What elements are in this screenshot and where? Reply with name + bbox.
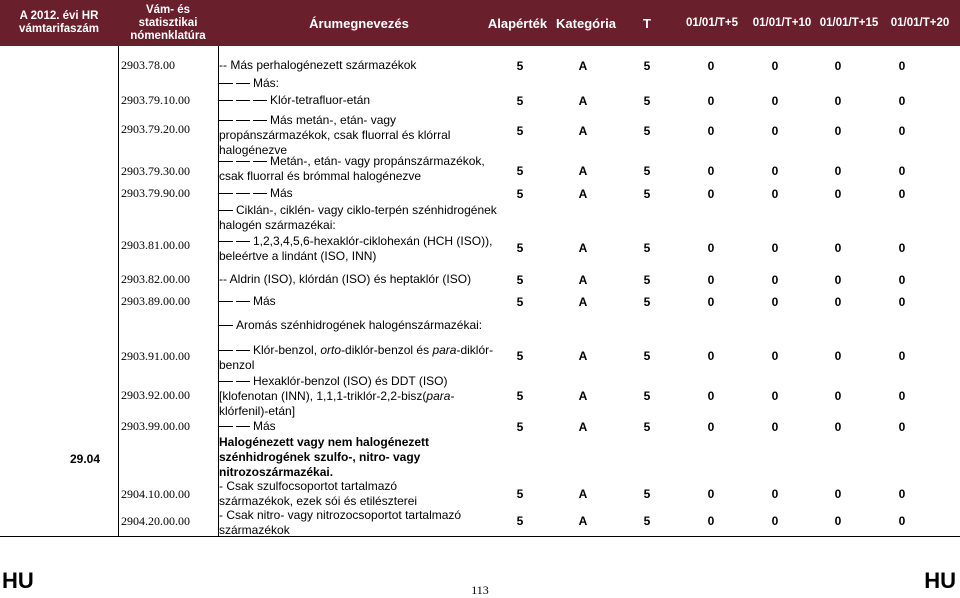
rate-t5: 0 bbox=[707, 94, 715, 108]
row-description: Klór-tetrafluor-etán bbox=[219, 93, 499, 108]
header-t5: 01/01/T+5 bbox=[685, 16, 739, 29]
rate-t5: 0 bbox=[707, 420, 715, 434]
rate-t5: 0 bbox=[707, 295, 715, 309]
row-description: Ciklán-, ciklén- vagy ciklo-terpén szénhidrogének halogén származékai: bbox=[219, 203, 497, 232]
header-nomenclature: Vám- és statisztikai nómenklatúra bbox=[130, 3, 206, 42]
rate-t5: 0 bbox=[707, 514, 715, 528]
base-rate: 5 bbox=[516, 295, 524, 309]
heading-description: Halogénezett vagy nem halogénezett szénhidrogének szulfo-, nitro- vagy nitrozoszármazékai. bbox=[219, 435, 430, 479]
tariff-code: 2904.20.00.00 bbox=[121, 514, 190, 528]
rate-t15: 0 bbox=[834, 349, 842, 363]
rate-values bbox=[500, 514, 920, 530]
rate-t15: 0 bbox=[834, 514, 842, 528]
rate-t: 5 bbox=[643, 59, 651, 73]
base-rate: 5 bbox=[516, 420, 524, 434]
rate-values bbox=[500, 59, 920, 75]
table-header bbox=[0, 0, 960, 46]
rate-t5: 0 bbox=[707, 389, 715, 403]
page-number: 113 bbox=[471, 583, 489, 597]
category: A bbox=[578, 187, 588, 201]
category: A bbox=[578, 389, 588, 403]
row-description: Metán-, etán- vagy propánszármazékok, csak fluorral és brómmal halogénezve bbox=[219, 154, 485, 183]
tariff-code: 2903.92.00.00 bbox=[121, 388, 190, 402]
rate-t5: 0 bbox=[707, 273, 715, 287]
tariff-code: 2903.89.00.00 bbox=[121, 294, 190, 308]
rate-t20: 0 bbox=[898, 273, 906, 287]
rate-t20: 0 bbox=[898, 59, 906, 73]
rate-t10: 0 bbox=[771, 273, 779, 287]
base-rate: 5 bbox=[516, 487, 524, 501]
rate-t20: 0 bbox=[898, 187, 906, 201]
rate-t15: 0 bbox=[834, 389, 842, 403]
rate-t: 5 bbox=[643, 295, 651, 309]
rate-t: 5 bbox=[643, 514, 651, 528]
header-t20: 01/01/T+20 bbox=[890, 16, 950, 29]
rate-t20: 0 bbox=[898, 94, 906, 108]
footer-country-right: HU bbox=[924, 568, 956, 593]
row-description: Hexaklór-benzol (ISO) és DDT (ISO) [klofenotan (INN), 1,1,1-triklór-2,2-bisz(para-klórfenil)-etán] bbox=[219, 374, 455, 418]
rate-t20: 0 bbox=[898, 349, 906, 363]
category: A bbox=[578, 241, 588, 255]
rate-t10: 0 bbox=[771, 487, 779, 501]
rate-t10: 0 bbox=[771, 241, 779, 255]
rate-values bbox=[500, 164, 920, 180]
row-description: Más metán-, etán- vagy propánszármazékok, csak fluorral és klórral halogénezve bbox=[219, 113, 451, 157]
rate-t5: 0 bbox=[707, 124, 715, 138]
rate-values bbox=[500, 187, 920, 203]
rate-t10: 0 bbox=[771, 349, 779, 363]
rate-values bbox=[500, 349, 920, 365]
base-rate: 5 bbox=[516, 273, 524, 287]
row-description: Más bbox=[219, 186, 499, 201]
rate-values bbox=[500, 124, 920, 140]
rate-t15: 0 bbox=[834, 420, 842, 434]
rate-t10: 0 bbox=[771, 295, 779, 309]
footer-country-left: HU bbox=[2, 568, 34, 593]
rate-t5: 0 bbox=[707, 187, 715, 201]
tariff-code: 2903.79.20.00 bbox=[121, 122, 190, 136]
base-rate: 5 bbox=[516, 94, 524, 108]
tariff-code: 2903.81.00.00 bbox=[121, 238, 190, 252]
category: A bbox=[578, 273, 588, 287]
rate-t10: 0 bbox=[771, 420, 779, 434]
row-description: -- Más perhalogénezett származékok bbox=[219, 58, 417, 72]
row-description: 1,2,3,4,5,6-hexaklór-ciklohexán (HCH (ISO)), beleértve a lindánt (ISO, INN) bbox=[219, 234, 493, 263]
rate-t: 5 bbox=[643, 241, 651, 255]
rate-t: 5 bbox=[643, 164, 651, 178]
base-rate: 5 bbox=[516, 124, 524, 138]
tariff-code: 2903.79.30.00 bbox=[121, 164, 190, 178]
base-rate: 5 bbox=[516, 349, 524, 363]
rate-t: 5 bbox=[643, 187, 651, 201]
rate-t10: 0 bbox=[771, 59, 779, 73]
tariff-code: 2903.79.10.00 bbox=[121, 93, 190, 107]
rate-t15: 0 bbox=[834, 241, 842, 255]
rate-t15: 0 bbox=[834, 164, 842, 178]
rate-t15: 0 bbox=[834, 94, 842, 108]
row-description: - Csak szulfocsoportot tartalmazó származékok, ezek sói és etilészterei bbox=[219, 479, 418, 508]
rate-t: 5 bbox=[643, 487, 651, 501]
tariff-code: 2903.82.00.00 bbox=[121, 272, 190, 286]
rate-t10: 0 bbox=[771, 124, 779, 138]
row-description: - Csak nitro- vagy nitrozocsoportot tartalmazó származékok bbox=[219, 508, 462, 537]
category: A bbox=[578, 514, 588, 528]
rate-values bbox=[500, 273, 920, 289]
rate-t5: 0 bbox=[707, 487, 715, 501]
base-rate: 5 bbox=[516, 187, 524, 201]
rate-t15: 0 bbox=[834, 295, 842, 309]
rate-values bbox=[500, 487, 920, 503]
row-description: -- Aldrin (ISO), klórdán (ISO) és heptaklór (ISO) bbox=[219, 272, 472, 286]
row-description: Más bbox=[219, 419, 499, 434]
header-base-rate: Alapérték bbox=[487, 15, 548, 31]
rate-t: 5 bbox=[643, 273, 651, 287]
category: A bbox=[578, 94, 588, 108]
heading-code: 29.04 bbox=[69, 452, 101, 466]
rate-t5: 0 bbox=[707, 164, 715, 178]
category: A bbox=[578, 420, 588, 434]
rate-t10: 0 bbox=[771, 514, 779, 528]
rate-t20: 0 bbox=[898, 420, 906, 434]
rate-t: 5 bbox=[643, 94, 651, 108]
rate-t5: 0 bbox=[707, 349, 715, 363]
rate-t: 5 bbox=[643, 420, 651, 434]
rate-t10: 0 bbox=[771, 164, 779, 178]
rate-t20: 0 bbox=[898, 389, 906, 403]
rate-t15: 0 bbox=[834, 59, 842, 73]
tariff-code: 2903.79.90.00 bbox=[121, 186, 190, 200]
header-t15: 01/01/T+15 bbox=[819, 16, 879, 29]
base-rate: 5 bbox=[516, 514, 524, 528]
base-rate: 5 bbox=[516, 389, 524, 403]
rate-t20: 0 bbox=[898, 487, 906, 501]
base-rate: 5 bbox=[516, 59, 524, 73]
row-description: Aromás szénhidrogének halogénszármazékai: bbox=[219, 318, 519, 333]
rate-t5: 0 bbox=[707, 241, 715, 255]
rate-t20: 0 bbox=[898, 164, 906, 178]
rate-t10: 0 bbox=[771, 187, 779, 201]
rate-t10: 0 bbox=[771, 94, 779, 108]
header-category: Kategória bbox=[556, 15, 616, 31]
category: A bbox=[578, 295, 588, 309]
category: A bbox=[578, 59, 588, 73]
rate-values bbox=[500, 295, 920, 311]
base-rate: 5 bbox=[516, 241, 524, 255]
row-description: Más bbox=[219, 294, 499, 309]
base-rate: 5 bbox=[516, 164, 524, 178]
category: A bbox=[578, 164, 588, 178]
tariff-code: 2903.99.00.00 bbox=[121, 419, 190, 433]
category: A bbox=[578, 487, 588, 501]
header-t: T bbox=[643, 15, 651, 31]
rate-values bbox=[500, 420, 920, 436]
rate-t15: 0 bbox=[834, 124, 842, 138]
rate-t: 5 bbox=[643, 389, 651, 403]
header-description: Árumegnevezés bbox=[309, 15, 409, 31]
tariff-code: 2903.91.00.00 bbox=[121, 349, 190, 363]
row-description: Más: bbox=[219, 76, 499, 91]
rate-t10: 0 bbox=[771, 389, 779, 403]
header-t10: 01/01/T+10 bbox=[752, 16, 812, 29]
rate-values bbox=[500, 94, 920, 110]
tariff-code: 2904.10.00.00 bbox=[121, 487, 190, 501]
rate-t15: 0 bbox=[834, 273, 842, 287]
rate-t: 5 bbox=[643, 124, 651, 138]
header-hr-code: A 2012. évi HR vámtarifaszám bbox=[19, 10, 99, 35]
category: A bbox=[578, 349, 588, 363]
category: A bbox=[578, 124, 588, 138]
rate-t20: 0 bbox=[898, 241, 906, 255]
tariff-code: 2903.78.00 bbox=[121, 58, 175, 72]
rate-values bbox=[500, 241, 920, 257]
table-bottom-border bbox=[0, 536, 960, 537]
rate-t20: 0 bbox=[898, 514, 906, 528]
rate-t15: 0 bbox=[834, 187, 842, 201]
rate-t20: 0 bbox=[898, 295, 906, 309]
rate-values bbox=[500, 389, 920, 405]
rate-t15: 0 bbox=[834, 487, 842, 501]
row-description: Klór-benzol, orto-diklór-benzol és para-diklór-benzol bbox=[219, 343, 494, 372]
rate-t: 5 bbox=[643, 349, 651, 363]
rate-t20: 0 bbox=[898, 124, 906, 138]
rate-t5: 0 bbox=[707, 59, 715, 73]
